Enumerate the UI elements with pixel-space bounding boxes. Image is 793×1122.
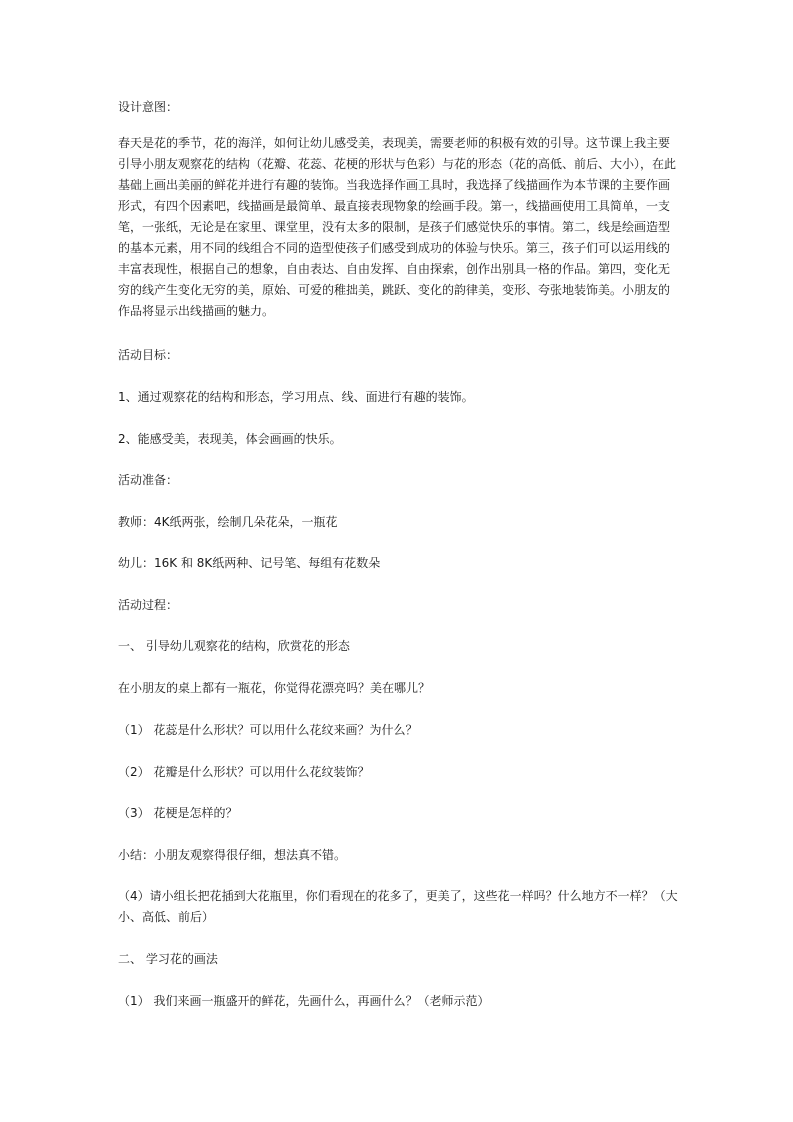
process-summary: 小结：小朋友观察得很仔细，想法真不错。 <box>118 848 347 862</box>
process-question-1: （1） 花蕊是什么形状？可以用什么花纹来画？为什么？ <box>118 723 418 737</box>
goal-item-1: 1、通过观察花的结构和形态，学习用点、线、面进行有趣的装饰。 <box>118 390 474 404</box>
paragraph-line: （4）请小组长把花插到大花瓶里，你们看现在的花多了，更美了，这些花一样吗？什么地方不一样？（大 <box>118 889 678 903</box>
paragraph-line: 笔，一张纸，无论是在家里、课堂里，没有太多的限制，是孩子们感觉快乐的事情。第二，线是绘画造型 <box>118 220 671 234</box>
goal-item-2: 2、能感受美，表现美，体会画画的快乐。 <box>118 432 342 446</box>
process-section-1: 一、 引导幼儿观察花的结构，欣赏花的形态 <box>118 639 350 653</box>
paragraph-line: 引导小朋友观察花的结构（花瓣、花蕊、花梗的形状与色彩）与花的形态（花的高低、前后、大小），在此 <box>118 157 677 171</box>
paragraph-line: 的基本元素，用不同的线组合不同的造型使孩子们感受到成功的体验与快乐。第三，孩子们可以运用线的 <box>118 241 671 255</box>
paragraph-line: 春天是花的季节，花的海洋，如何让幼儿感受美，表现美，需要老师的积极有效的引导。这节课上我主要 <box>118 136 671 150</box>
paragraph-line: 基础上画出美丽的鲜花并进行有趣的装饰。当我选择作画工具时，我选择了线描画作为本节课的主要作画 <box>118 178 671 192</box>
heading-design-intent: 设计意图： <box>118 100 179 114</box>
paragraph-line: 形式，有四个因素吧，线描画是最简单、最直接表现物象的绘画手段。第一，线描画使用工具简单，一支 <box>118 199 671 213</box>
preparation-children: 幼儿：16K 和 8K纸两种、记号笔、每组有花数朵 <box>118 556 381 570</box>
paragraph-line: 小、高低、前后） <box>118 910 215 924</box>
heading-activity-goals: 活动目标： <box>118 348 179 362</box>
heading-activity-process: 活动过程： <box>118 598 179 612</box>
preparation-teacher: 教师：4K纸两张，绘制几朵花朵，一瓶花 <box>118 515 338 529</box>
design-intent-paragraph <box>118 133 680 322</box>
paragraph-line: 丰富表现性，根据自己的想象，自由表达、自由发挥、自由探索，创作出别具一格的作品。第四，变化无 <box>118 262 671 276</box>
process-question-4 <box>118 886 680 928</box>
heading-activity-preparation: 活动准备： <box>118 473 179 487</box>
process-question-3: （3） 花梗是怎样的？ <box>118 806 238 820</box>
process-question-intro: 在小朋友的桌上都有一瓶花，你觉得花漂亮吗？美在哪儿？ <box>118 681 431 695</box>
process-step-1: （1） 我们来画一瓶盛开的鲜花，先画什么，再画什么？（老师示范） <box>118 994 490 1008</box>
process-question-2: （2） 花瓣是什么形状？可以用什么花纹装饰？ <box>118 765 370 779</box>
process-section-2: 二、 学习花的画法 <box>118 952 218 966</box>
paragraph-line: 穷的线产生变化无穷的美，原始、可爱的稚拙美，跳跃、变化的韵律美，变形、夸张地装饰美。小朋友的 <box>118 283 671 297</box>
paragraph-line: 作品将显示出线描画的魅力。 <box>118 304 275 318</box>
